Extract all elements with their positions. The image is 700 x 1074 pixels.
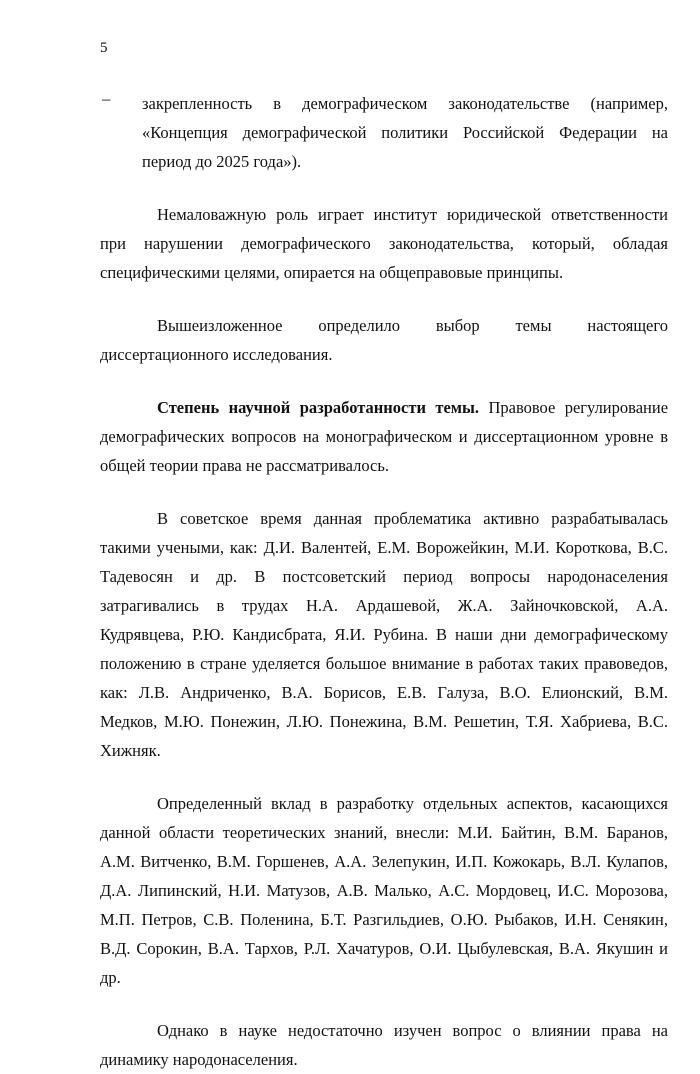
text-line: закрепленность в демографическом законодательстве (например, bbox=[142, 94, 668, 113]
text-line: Определенный вклад в разработку отдельных аспектов, касающихся bbox=[157, 794, 668, 813]
text-line: такими учеными, как: Д.И. Валентей, Е.М. Ворожейкин, М.И. Короткова, В.С. bbox=[100, 538, 668, 557]
section-heading: Степень научной разработанности темы. bbox=[157, 398, 480, 417]
text-line: др. bbox=[100, 968, 121, 987]
text-line: Медков, М.Ю. Понежин, Л.Ю. Понежина, В.М. Решетин, Т.Я. Хабриева, В.С. bbox=[100, 712, 668, 731]
paragraph bbox=[100, 200, 668, 287]
text-line: Немаловажную роль играет институт юридической ответственности bbox=[157, 205, 668, 224]
paragraph bbox=[100, 311, 668, 369]
text-line: Кудрявцева, Р.Ю. Кандисбрата, Я.И. Рубина. В наши дни демографическому bbox=[100, 625, 668, 644]
text-line: Однако в науке недостаточно изучен вопрос о влиянии права на bbox=[157, 1021, 668, 1040]
paragraph bbox=[100, 393, 668, 480]
text-line: В советское время данная проблематика активно разрабатывалась bbox=[157, 509, 668, 528]
text-line: Хижняк. bbox=[100, 741, 161, 760]
text-line: диссертационного исследования. bbox=[100, 345, 333, 364]
text-line: Д.А. Липинский, Н.И. Матузов, А.В. Малько, А.С. Мордовец, И.С. Морозова, bbox=[100, 881, 668, 900]
page-number: 5 bbox=[100, 40, 108, 56]
text-line: как: Л.В. Андриченко, В.А. Борисов, Е.В. Галуза, В.О. Елионский, В.М. bbox=[100, 683, 668, 702]
paragraph bbox=[100, 789, 668, 992]
text-line: при нарушении демографического законодательства, который, обладая bbox=[100, 234, 668, 253]
text-line: Тадевосян и др. В постсоветский период вопросы народонаселения bbox=[100, 567, 668, 586]
text-span: Правовое регулирование bbox=[488, 398, 669, 417]
paragraph bbox=[100, 504, 668, 765]
paragraph bbox=[100, 1016, 668, 1074]
text-line: общей теории права не рассматривалось. bbox=[100, 456, 389, 475]
text-line: данной области теоретических знаний, внесли: М.И. Байтин, В.М. Баранов, bbox=[100, 823, 668, 842]
text-line: демографических вопросов на монографическом и диссертационном уровне в bbox=[100, 427, 668, 446]
text-line: «Концепция демографической политики Российской Федерации на bbox=[142, 123, 668, 142]
text-line: А.М. Витченко, В.М. Горшенев, А.А. Зелепукин, И.П. Кожокарь, В.Л. Кулапов, bbox=[100, 852, 668, 871]
text-line: В.Д. Сорокин, В.А. Тархов, Р.Л. Хачатуров, О.И. Цыбулевская, В.А. Якушин и bbox=[100, 939, 668, 958]
text-line: период до 2025 года»). bbox=[142, 152, 302, 171]
document-body bbox=[100, 89, 668, 1074]
text-line bbox=[100, 393, 668, 422]
list-dash: – bbox=[102, 89, 111, 108]
text-line: затрагивались в трудах Н.А. Ардашевой, Ж.А. Зайночковской, А.А. bbox=[100, 596, 668, 615]
list-item bbox=[100, 89, 668, 176]
text-line: динамику народонаселения. bbox=[100, 1050, 298, 1069]
text-line: положению в стране уделяется большое внимание в работах таких правоведов, bbox=[100, 654, 668, 673]
text-line: М.П. Петров, С.В. Поленина, Б.Т. Разгильдиев, О.Ю. Рыбаков, И.Н. Сенякин, bbox=[100, 910, 668, 929]
text-line: специфическими целями, опирается на общеправовые принципы. bbox=[100, 263, 564, 282]
text-line: Вышеизложенное определило выбор темы настоящего bbox=[157, 316, 668, 335]
